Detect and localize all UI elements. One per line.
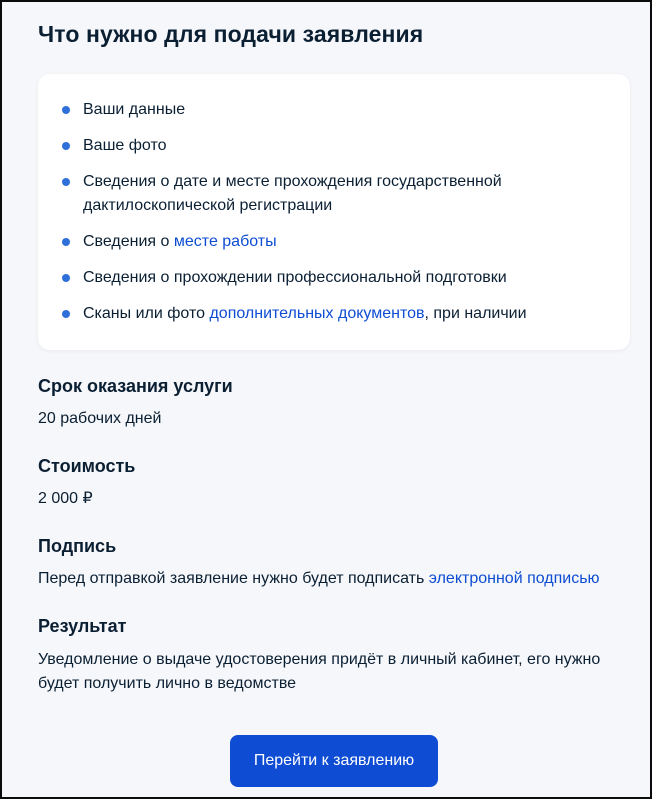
requirement-text: Ваше фото	[83, 137, 167, 154]
go-to-application-button[interactable]: Перейти к заявлению	[230, 735, 438, 787]
result-title: Результат	[38, 616, 127, 636]
term-value: 20 рабочих дней	[38, 410, 162, 427]
requirement-text	[62, 302, 602, 326]
term-title: Срок оказания услуги	[38, 376, 233, 396]
requirement-item-workplace	[62, 230, 602, 254]
result-text: Уведомление о выдаче удостоверения придёт в личный кабинет, его нужно будет получить лично в ведомстве	[38, 651, 601, 692]
requirements-card	[38, 74, 630, 350]
page-title: Что нужно для подачи заявления	[38, 21, 424, 47]
workplace-link[interactable]: месте работы	[173, 233, 277, 250]
requirement-text-prefix: Сведения о	[83, 233, 174, 250]
cost-value: 2 000 ₽	[38, 490, 93, 507]
signature-text	[38, 567, 618, 591]
bullet-icon	[62, 274, 70, 282]
requirement-item-additional-documents	[62, 302, 602, 326]
requirement-text: Ваши данные	[83, 101, 186, 118]
requirement-text-suffix: , при наличии	[424, 305, 527, 322]
requirement-text	[62, 230, 602, 254]
signature-title: Подпись	[38, 536, 117, 556]
requirement-item-professional-training	[62, 266, 602, 290]
requirement-item-photo	[62, 134, 602, 158]
requirement-text-prefix: Сканы или фото	[83, 305, 210, 322]
bullet-icon	[62, 310, 70, 318]
requirement-item-personal-data	[62, 98, 602, 122]
cost-title: Стоимость	[38, 456, 136, 476]
requirement-text: Сведения о дате и месте прохождения государственной дактилоскопической регистрации	[83, 173, 502, 214]
bullet-icon	[62, 178, 70, 186]
bullet-icon	[62, 142, 70, 150]
electronic-signature-link[interactable]: электронной подписью	[428, 570, 600, 587]
bullet-icon	[62, 106, 70, 114]
additional-documents-link[interactable]: дополнительных документов	[209, 305, 425, 322]
requirement-text: Сведения о прохождении профессиональной подготовки	[83, 269, 507, 286]
signature-text-prefix: Перед отправкой заявление нужно будет подписать	[38, 570, 429, 587]
bullet-icon	[62, 238, 70, 246]
requirement-item-fingerprint-registration	[62, 170, 602, 218]
